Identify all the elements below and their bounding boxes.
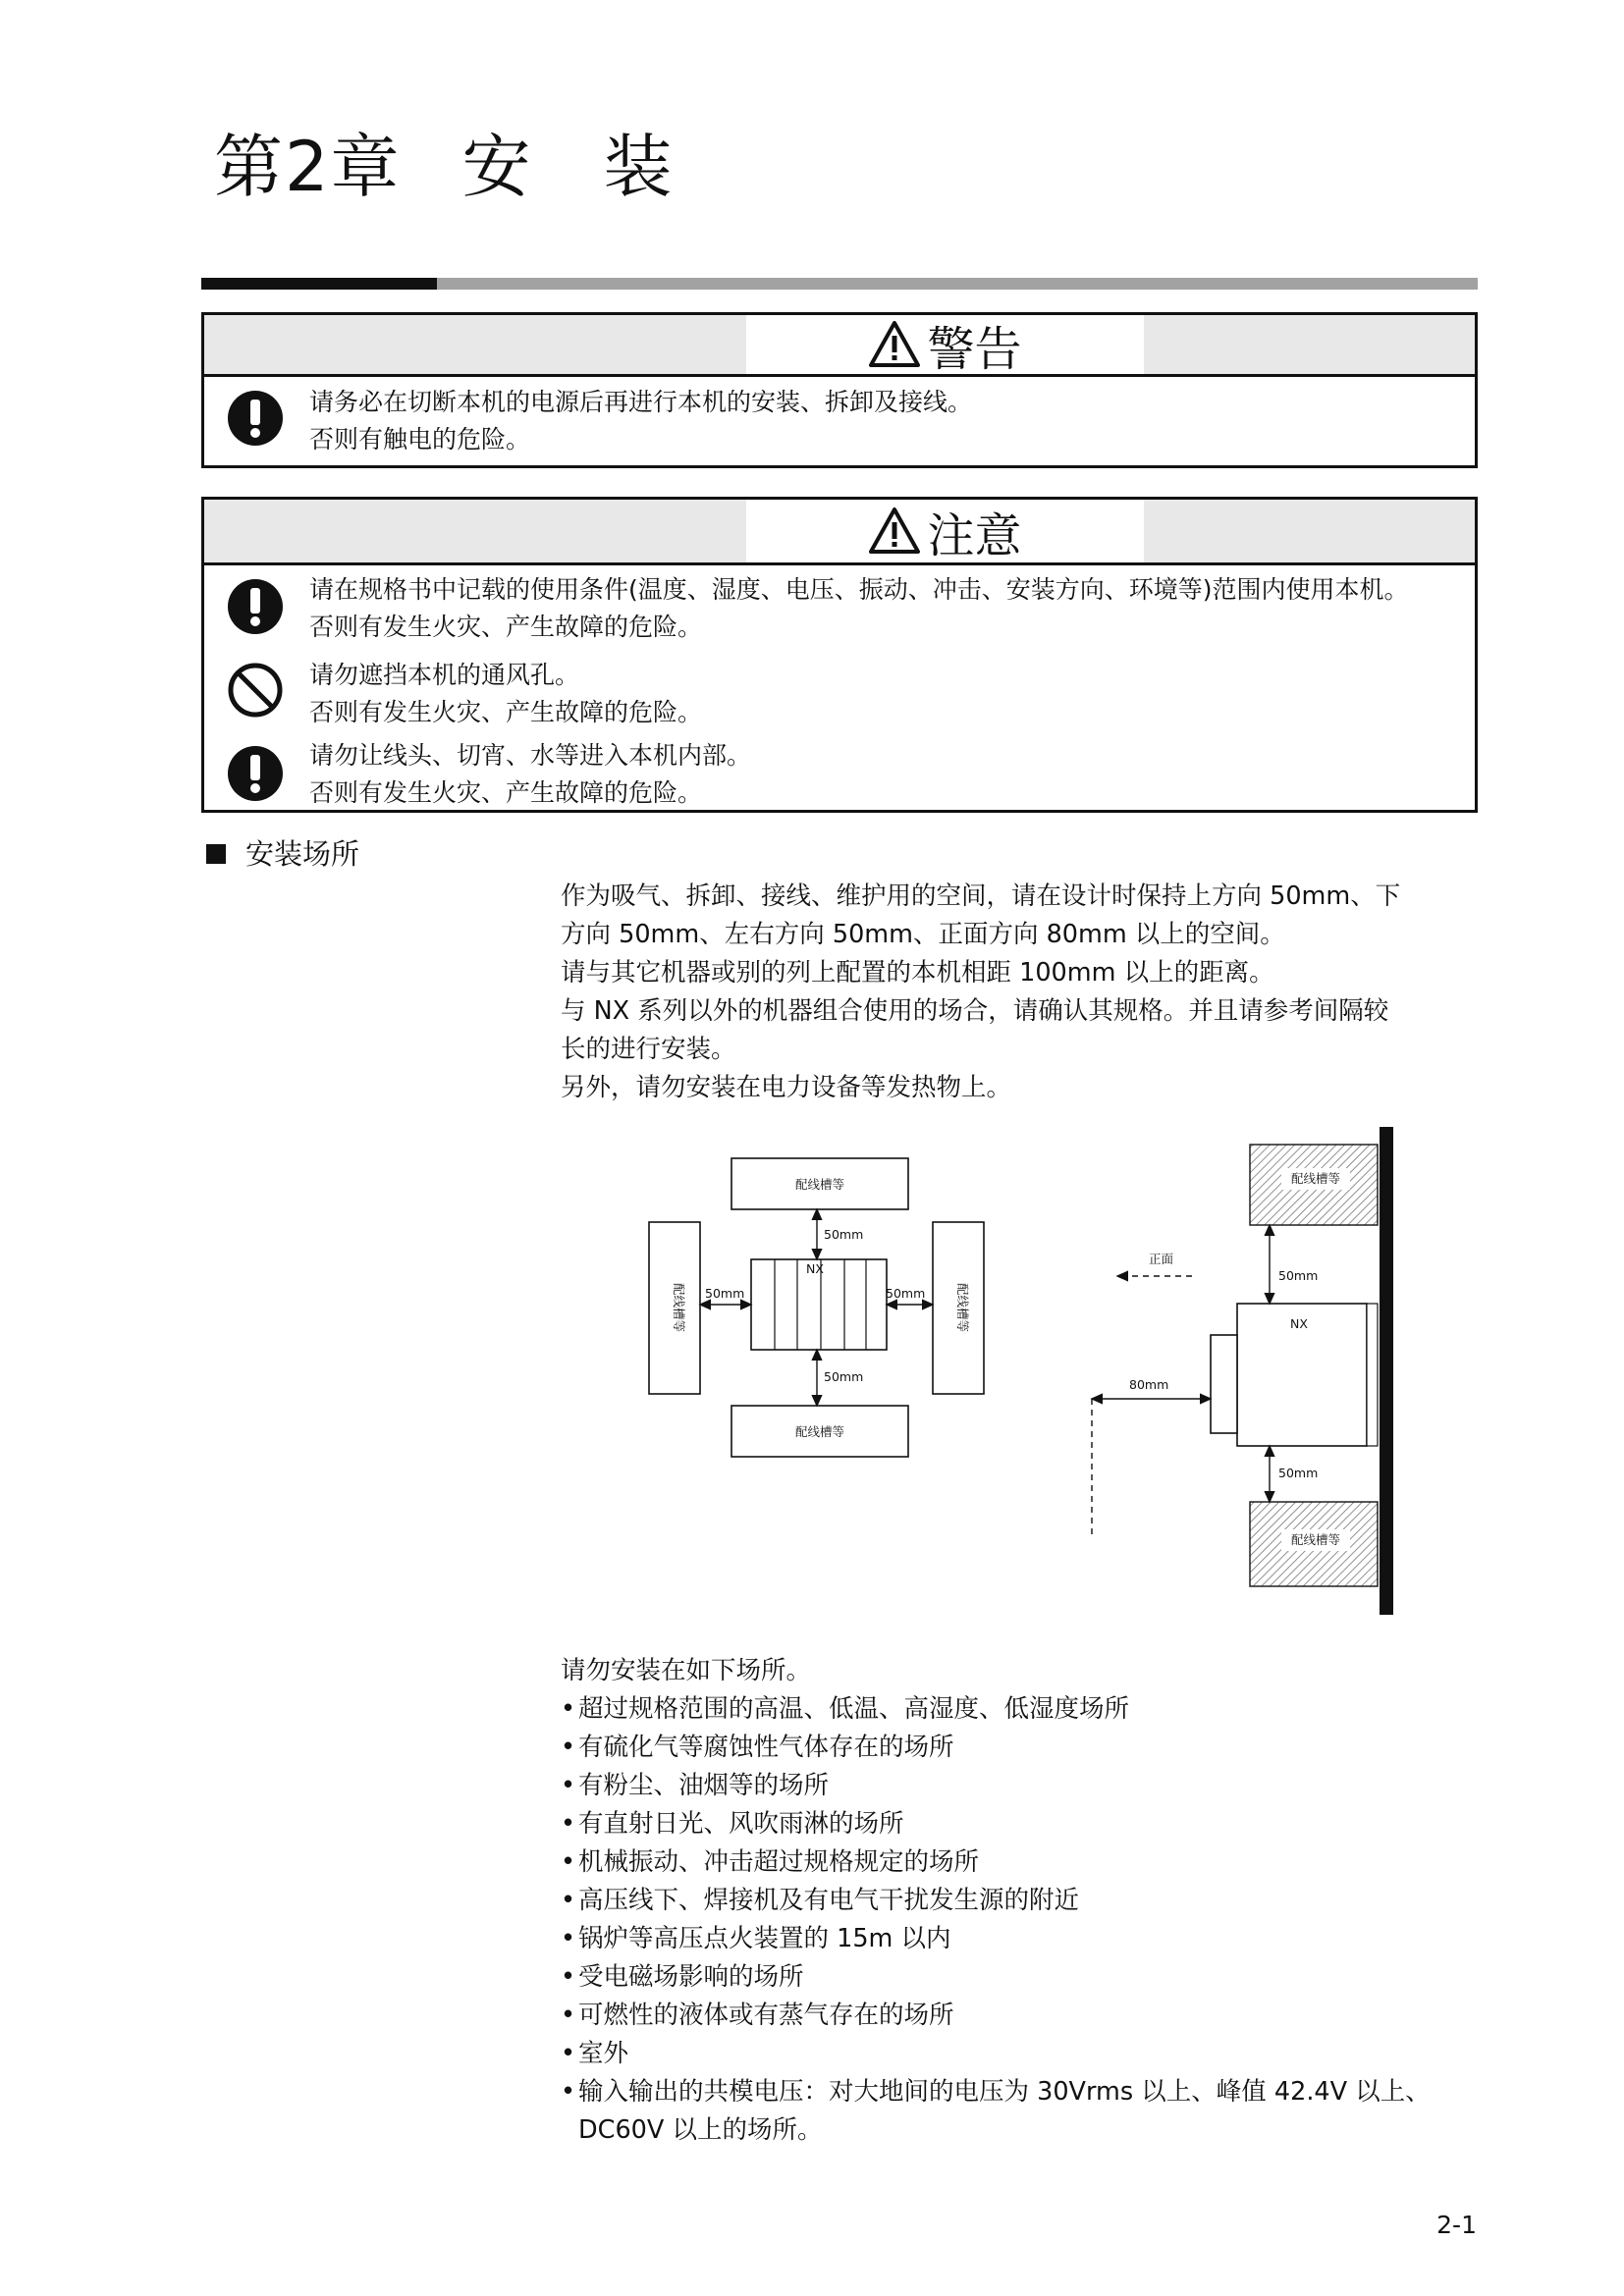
list-item: • 锅炉等高压点火装置的 15m 以内 [561,1920,1431,1958]
paragraph-line-6: 另外，请勿安装在电力设备等发热物上。 [561,1073,1012,1102]
warning-heading [746,315,1144,377]
caution-1-line-2: 否则有发生火灾、产生故障的危险。 [309,613,703,641]
page-number: 2-1 [1436,2211,1477,2239]
caution-heading [746,500,1144,562]
installation-clearance-diagram [628,1119,1414,1639]
gap-left-label: 50mm [705,1286,745,1301]
warning-item-text [309,384,972,458]
caution-box-header [204,500,1475,565]
paragraph-line-5: 长的进行安装。 [561,1035,736,1064]
chapter-rule-accent [201,278,437,290]
caution-2-line-1: 请勿遮挡本机的通风孔。 [309,661,580,689]
avoid-intro: 请勿安装在如下场所。 [561,1656,812,1685]
warning-triangle-icon [868,507,921,556]
nx-front-connector [1211,1335,1237,1433]
gap-lower-side-label: 50mm [1278,1466,1319,1480]
list-item: • 机械振动、冲击超过规格规定的场所 [561,1843,1431,1882]
caution-3-line-2: 否则有发生火灾、产生故障的危险。 [309,778,703,807]
list-item: • 可燃性的液体或有蒸气存在的场所 [561,1997,1431,2035]
nx-label-side-view: NX [1290,1316,1308,1331]
duct-left-label: 配线槽等 [672,1282,686,1333]
gap-upper-side-label: 50mm [1278,1268,1319,1283]
front-gap-label: 80mm [1129,1377,1169,1392]
gap-right-label: 50mm [886,1286,926,1301]
duct-bottom-label: 配线槽等 [794,1424,845,1439]
caution-item-3 [204,730,1475,813]
chapter-title-char-2: 装 [603,127,675,207]
warning-triangle-icon [868,320,921,369]
side-view [1092,1127,1393,1615]
caution-item-2-text [309,657,702,731]
warning-box [201,312,1478,468]
caution-3-line-1: 请勿让线头、切宵、水等进入本机内部。 [309,741,752,770]
section-heading [206,834,359,874]
duct-right-label: 配线槽等 [955,1282,970,1333]
chapter-title [214,123,675,211]
duct-upper-side-label: 配线槽等 [1290,1171,1341,1186]
list-item: • 高压线下、焊接机及有电气干扰发生源的附近 [561,1882,1431,1920]
list-item: • 受电磁场影响的场所 [561,1958,1431,1997]
caution-1-line-1: 请在规格书中记载的使用条件(温度、湿度、电压、振动、冲击、安装方向、环境等)范围内使用本机。 [309,575,1409,604]
list-item: • 有粉尘、油烟等的场所 [561,1767,1431,1805]
paragraph-line-2: 方向 50mm、左右方向 50mm、正面方向 80mm 以上的空间。 [561,920,1285,949]
list-item: • 超过规格范围的高温、低温、高湿度、低湿度场所 [561,1690,1431,1729]
exclamation-icon [226,389,285,448]
warning-heading-text: 警告 [927,321,1022,377]
exclamation-icon [226,744,285,803]
section-bullet-icon [206,844,226,864]
prohibition-icon [226,661,285,720]
nx-label-top-view: NX [806,1261,824,1276]
front-label: 正面 [1149,1252,1174,1266]
top-view [649,1158,984,1457]
list-item: • 室外 [561,2035,1431,2073]
caution-item-3-text [309,737,751,812]
caution-2-line-2: 否则有发生火灾、产生故障的危险。 [309,698,703,726]
list-item-line-1: • 输入输出的共模电压：对大地间的电压为 30Vrms 以上、峰值 42.4V 以上、 [578,2077,1431,2107]
caution-item-1 [204,565,1475,648]
chapter-number: 第2章 [214,127,402,207]
caution-heading-text: 注意 [927,507,1022,563]
gap-bottom-label: 50mm [824,1369,864,1384]
exclamation-icon [226,577,285,636]
section-paragraph [561,878,1479,1107]
chapter-title-char-1: 安 [461,127,533,207]
duct-top-label: 配线槽等 [794,1177,845,1192]
avoid-list [561,1690,1431,2150]
warning-line-1: 请务必在切断本机的电源后再进行本机的安装、拆卸及接线。 [309,388,973,416]
list-item: • 有直射日光、风吹雨淋的场所 [561,1805,1431,1843]
mounting-panel [1380,1127,1393,1615]
paragraph-line-3: 请与其它机器或别的列上配置的本机相距 100mm 以上的距离。 [561,958,1274,988]
duct-lower-side-label: 配线槽等 [1290,1532,1341,1547]
warning-item [204,377,1475,465]
caution-item-2 [204,648,1475,730]
warning-box-header [204,315,1475,377]
paragraph-line-1: 作为吸气、拆卸、接线、维护用的空间，请在设计时保持上方向 50mm、下 [561,881,1401,911]
caution-item-1-text [309,571,1409,646]
list-item-line-2: DC60V 以上的场所。 [578,2115,823,2145]
warning-line-2: 否则有触电的危险。 [309,425,531,454]
gap-top-label: 50mm [824,1227,864,1242]
section-title: 安装场所 [245,837,360,871]
list-item: • 有硫化气等腐蚀性气体存在的场所 [561,1729,1431,1767]
list-item [561,2073,1431,2150]
paragraph-line-4: 与 NX 系列以外的机器组合使用的场合，请确认其规格。并且请参考间隔较 [561,996,1389,1026]
caution-box [201,497,1478,813]
